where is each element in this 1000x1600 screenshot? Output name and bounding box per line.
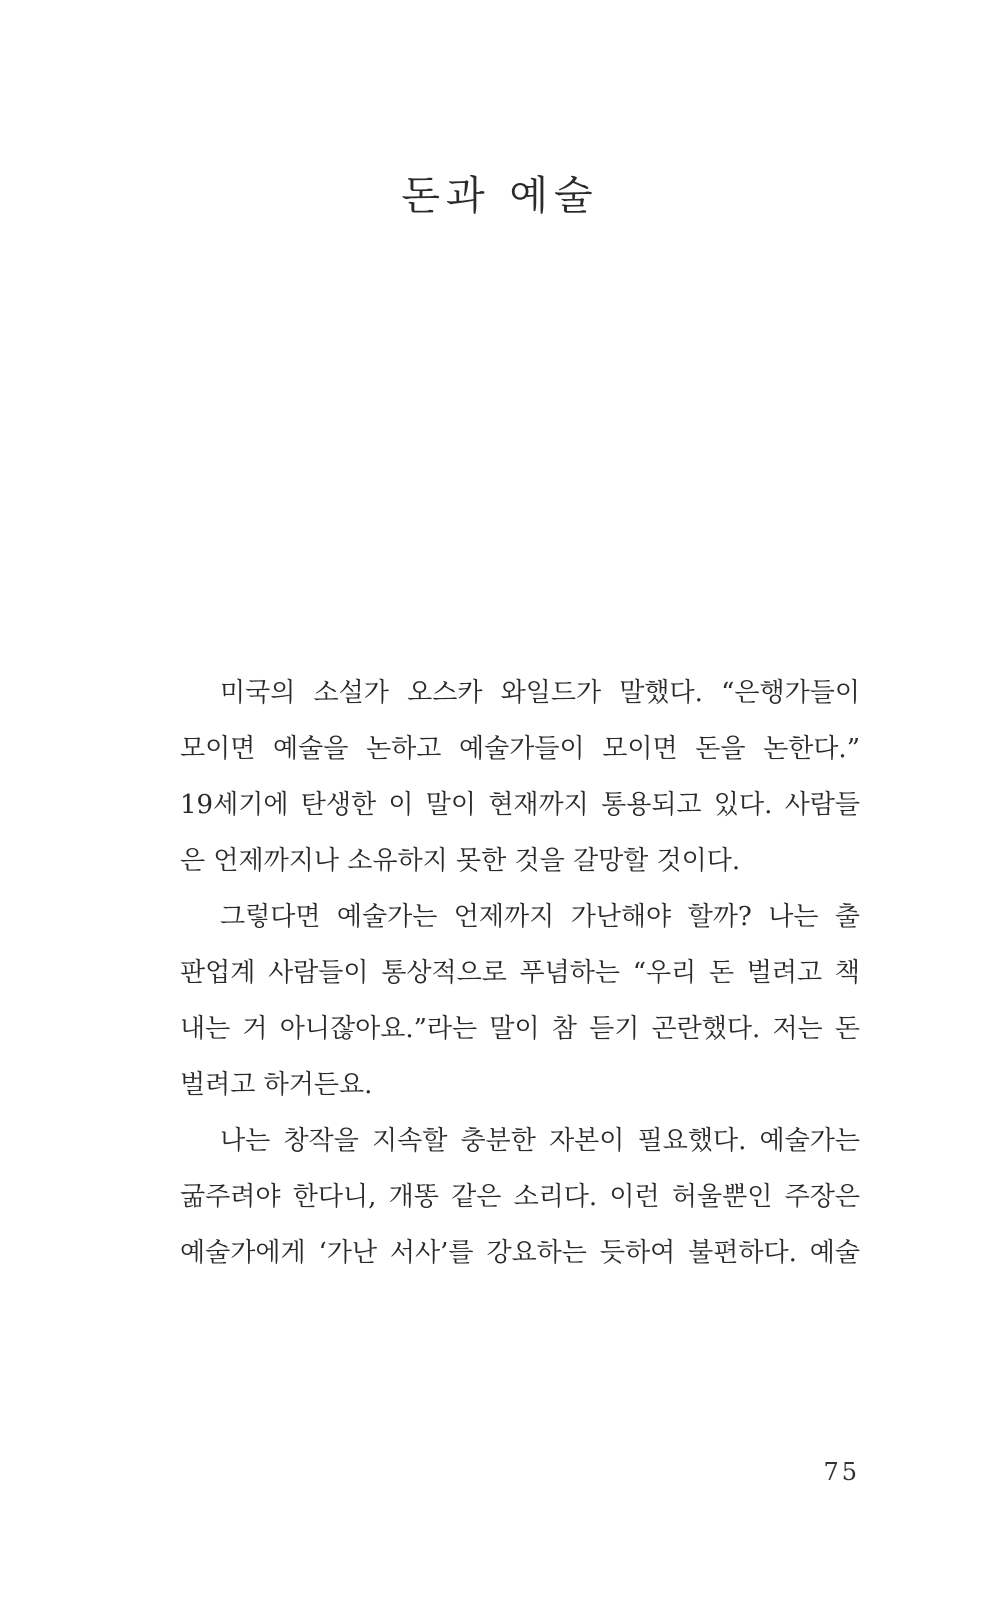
text-line: 모이면 예술을 논하고 예술가들이 모이면 돈을 논한다.” <box>180 734 860 764</box>
paragraph <box>180 665 860 889</box>
chapter-title: 돈과 예술 <box>401 173 599 219</box>
text-line: 예술가에게 ‘가난 서사’를 강요하는 듯하여 불편하다. 예술 <box>180 1238 860 1268</box>
text-line: 19세기에 탄생한 이 말이 현재까지 통용되고 있다. 사람들 <box>180 790 860 820</box>
body-text <box>180 665 860 1281</box>
text-line: 내는 거 아니잖아요.”라는 말이 참 듣기 곤란했다. 저는 돈 <box>180 1014 860 1044</box>
text-line: 미국의 소설가 오스카 와일드가 말했다. “은행가들이 <box>220 678 860 708</box>
text-line: 벌려고 하거든요. <box>180 1070 373 1100</box>
text-line: 판업계 사람들이 통상적으로 푸념하는 “우리 돈 벌려고 책 <box>180 958 860 988</box>
text-line: 그렇다면 예술가는 언제까지 가난해야 할까? 나는 출 <box>220 902 860 932</box>
text-line: 나는 창작을 지속할 충분한 자본이 필요했다. 예술가는 <box>220 1126 860 1156</box>
text-line: 굶주려야 한다니, 개똥 같은 소리다. 이런 허울뿐인 주장은 <box>180 1182 860 1212</box>
paragraph <box>180 889 860 1113</box>
text-line: 은 언제까지나 소유하지 못한 것을 갈망할 것이다. <box>180 846 741 876</box>
paragraph <box>180 1113 860 1281</box>
page-number: 75 <box>823 1458 860 1486</box>
